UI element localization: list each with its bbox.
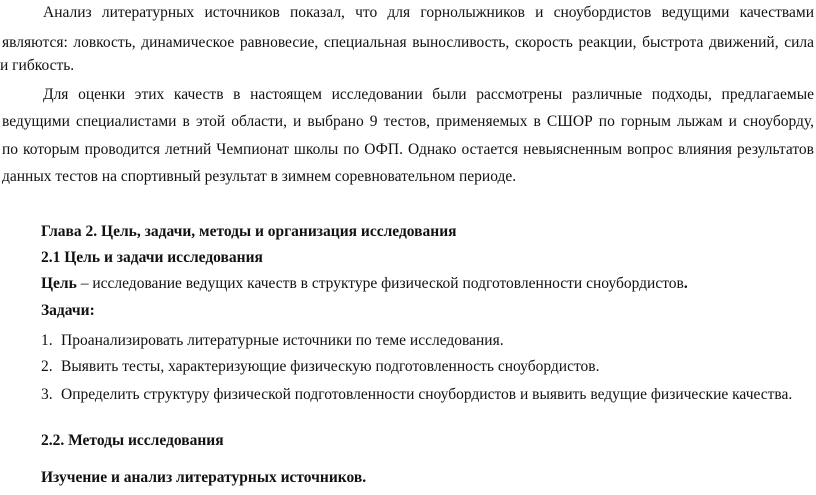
task-text: Проанализировать литературные источники по теме исследования. [61, 332, 504, 349]
task-item-2 [41, 357, 599, 377]
tasks-label: Задачи: [41, 302, 95, 319]
task-number: 1. [41, 332, 53, 349]
paragraph-1-line-1: Анализ литературных источников показал, что для горнолыжников и сноубордистов ведущими качествами [43, 4, 814, 21]
goal-label: Цель [41, 275, 77, 292]
paragraph-2-line-3: по которым проводится летний Чемпионат школы по ОФП. Однако остается невыясненным вопрос влияния результатов [2, 141, 814, 158]
chapter-heading: Глава 2. Цель, задачи, методы и организация исследования [41, 223, 457, 240]
paragraph-1-line-3: и гибкость. [0, 57, 75, 74]
paragraph-1-line-2: являются: ловкость, динамическое равновесие, специальная выносливость, скорость реакции, быстрота движений, сила [2, 34, 814, 51]
section-2-2-heading: 2.2. Методы исследования [41, 432, 224, 449]
task-number: 2. [41, 358, 53, 375]
paragraph-2-line-1: Для оценки этих качеств в настоящем исследовании были рассмотрены различные подходы, предлагаемые [43, 86, 814, 103]
section-2-1-heading: 2.1 Цель и задачи исследования [41, 249, 263, 266]
goal-end: . [683, 275, 688, 292]
task-text: Выявить тесты, характеризующие физическую подготовленность сноубордистов. [61, 358, 600, 375]
goal-text: – исследование ведущих качеств в структуре физической подготовленности сноубордистов [76, 275, 684, 292]
method-heading: Изучение и анализ литературных источников. [41, 469, 367, 486]
task-item-1 [41, 331, 504, 351]
task-number: 3. [41, 386, 53, 403]
paragraph-2-line-4: данных тестов на спортивный результат в зимнем соревновательном периоде. [2, 168, 517, 185]
goal-line [41, 274, 688, 294]
task-text: Определить структуру физической подготовленности сноубордистов и выявить ведущие физические качества. [61, 386, 793, 403]
task-item-3 [41, 385, 792, 405]
paragraph-2-line-2: ведущими специалистами в этой области, и выбрано 9 тестов, применяемых в СШОР по горным лыжам и сноуборду, [2, 113, 814, 130]
